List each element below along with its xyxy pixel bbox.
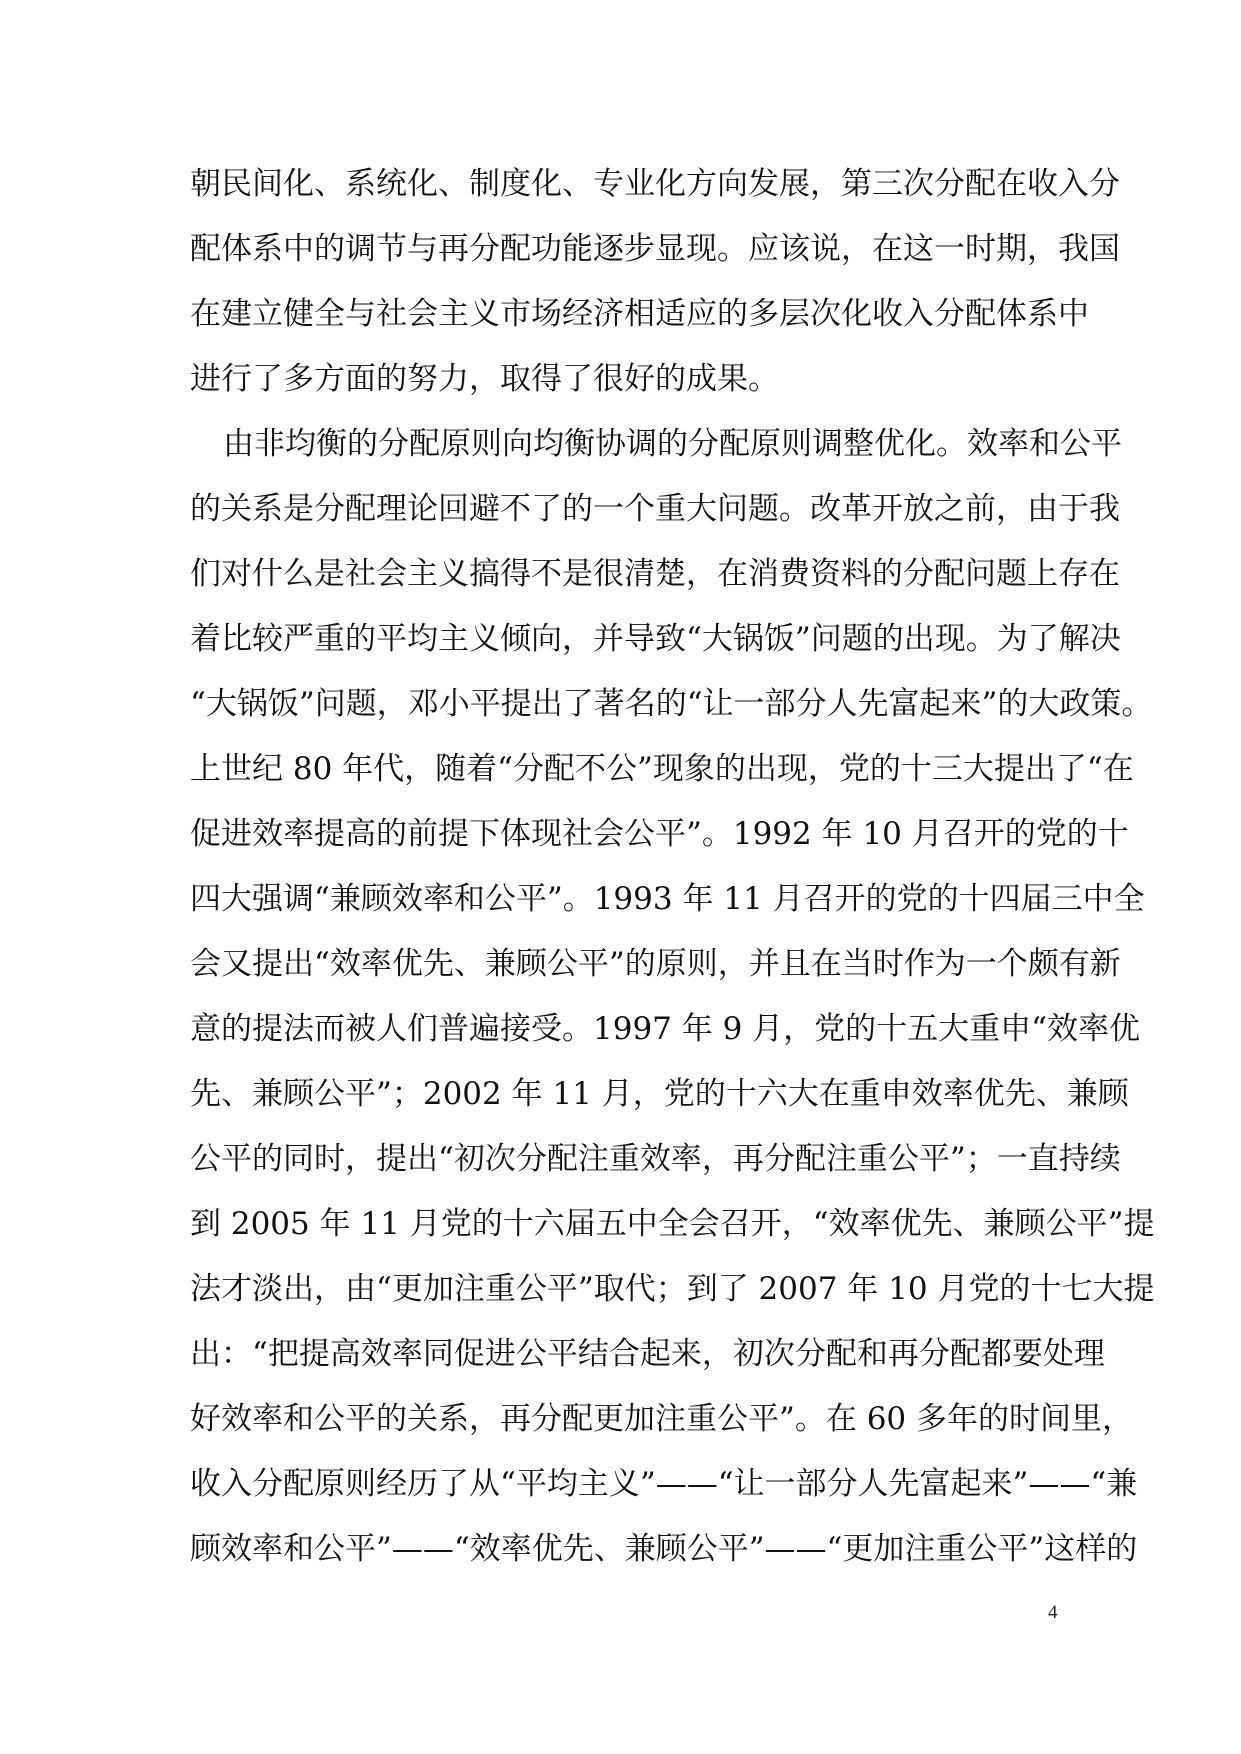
text-line: “大锅饭”问题，邓小平提出了著名的“让一部分人先富起来”的大政策。 xyxy=(190,686,1153,722)
text-line: 法才淡出，由“更加注重公平”取代；到了 2007 年 10 月党的十七大提 xyxy=(190,1271,1155,1307)
text-line: 意的提法而被人们普遍接受。1997 年 9 月，党的十五大重申“效率优 xyxy=(190,1011,1141,1047)
text-line: 上世纪 80 年代，随着“分配不公”现象的出现，党的十三大提出了“在 xyxy=(190,751,1134,787)
text-line: 收入分配原则经历了从“平均主义”——“让一部分人先富起来”——“兼 xyxy=(190,1466,1138,1502)
text-line: 由非均衡的分配原则向均衡协调的分配原则调整优化。效率和公平 xyxy=(223,426,1122,462)
text-line: 在建立健全与社会主义市场经济相适应的多层次化收入分配体系中 xyxy=(190,296,1089,332)
text-line: 四大强调“兼顾效率和公平”。1993 年 11 月召开的党的十四届三中全 xyxy=(190,881,1145,917)
text-line: 进行了多方面的努力，取得了很好的成果。 xyxy=(190,361,779,397)
text-line: 们对什么是社会主义搞得不是很清楚，在消费资料的分配问题上存在 xyxy=(190,556,1120,592)
text-line: 到 2005 年 11 月党的十六届五中全会召开，“效率优先、兼顾公平”提 xyxy=(190,1206,1155,1242)
text-line: 朝民间化、系统化、制度化、专业化方向发展，第三次分配在收入分 xyxy=(190,166,1120,202)
text-line: 公平的同时，提出“初次分配注重效率，再分配注重公平”；一直持续 xyxy=(190,1141,1121,1177)
text-line: 顾效率和公平”——“效率优先、兼顾公平”——“更加注重公平”这样的 xyxy=(190,1531,1138,1567)
text-line: 着比较严重的平均主义倾向，并导致“大锅饭”问题的出现。为了解决 xyxy=(190,621,1121,657)
body-text xyxy=(190,152,1155,1582)
page-number: 4 xyxy=(1048,1602,1058,1623)
text-line: 会又提出“效率优先、兼顾公平”的原则，并且在当时作为一个颇有新 xyxy=(190,946,1121,982)
text-line: 的关系是分配理论回避不了的一个重大问题。改革开放之前，由于我 xyxy=(190,491,1120,527)
text-line: 出：“把提高效率同促进公平结合起来，初次分配和再分配都要处理 xyxy=(190,1336,1105,1372)
text-line: 好效率和公平的关系，再分配更加注重公平”。在 60 多年的时间里， xyxy=(190,1401,1133,1437)
text-line: 促进效率提高的前提下体现社会公平”。1992 年 10 月召开的党的十 xyxy=(190,816,1129,852)
text-line: 先、兼顾公平”；2002 年 11 月，党的十六大在重申效率优先、兼顾 xyxy=(190,1076,1129,1112)
text-line: 配体系中的调节与再分配功能逐步显现。应该说，在这一时期，我国 xyxy=(190,231,1120,267)
